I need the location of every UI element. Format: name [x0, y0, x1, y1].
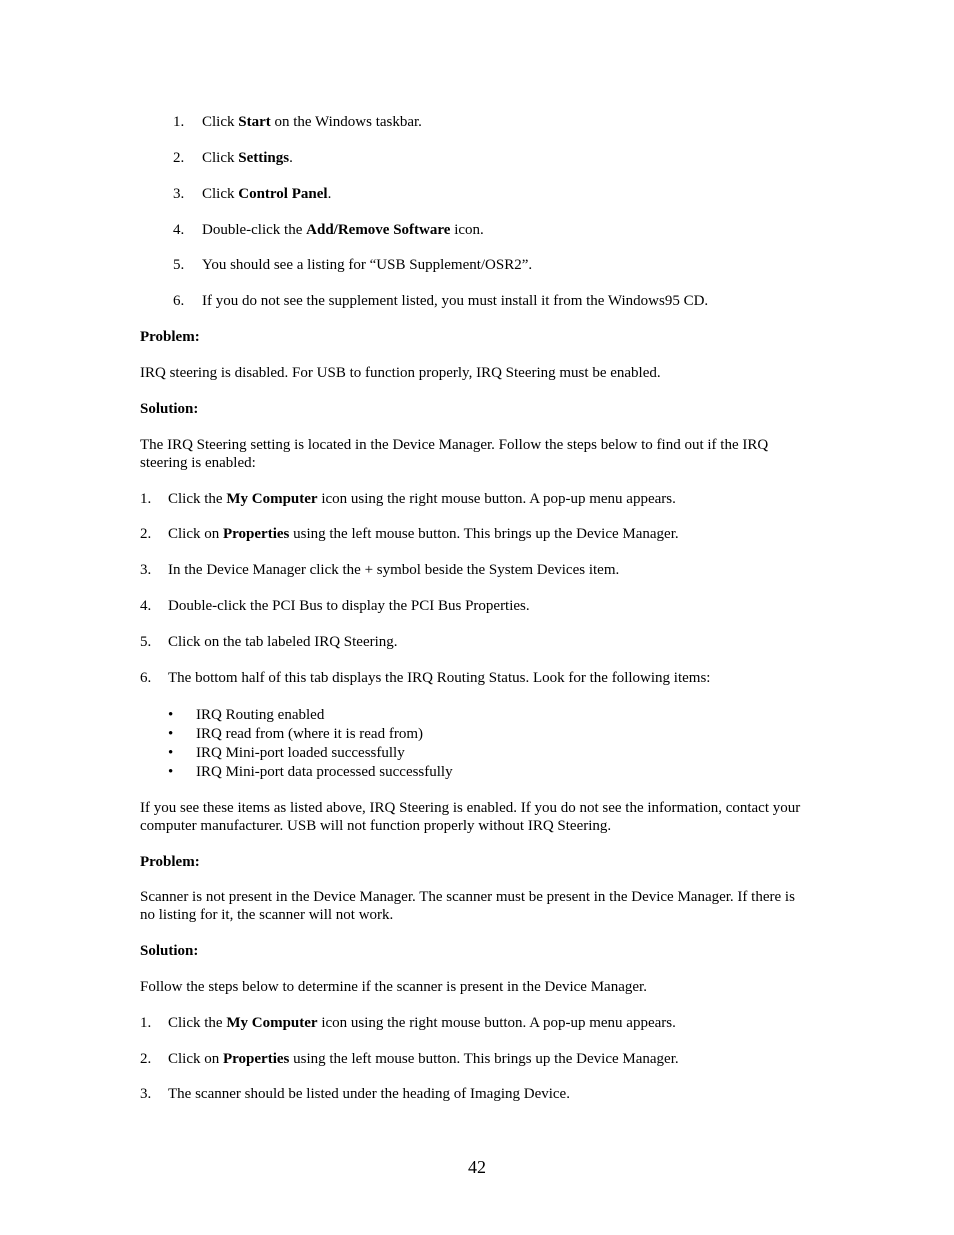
page-number: 42: [468, 1157, 486, 1177]
bullet-icon: •: [168, 707, 174, 723]
bullet-icon: •: [168, 764, 174, 780]
step-number: 4.: [140, 598, 152, 614]
bullet-text: IRQ read from (where it is read from): [196, 726, 423, 742]
solution-heading: Solution:: [140, 943, 199, 959]
bullet-text: IRQ Mini-port loaded successfully: [196, 745, 405, 761]
step-text: Click on Properties using the left mouse button. This brings up the Device Manager.: [168, 526, 679, 542]
step-text: Click the My Computer icon using the right mouse button. A pop-up menu appears.: [168, 1015, 676, 1031]
problem-text: IRQ steering is disabled. For USB to function properly, IRQ Steering must be enabled.: [140, 365, 661, 381]
bullet-icon: •: [168, 726, 174, 742]
step-number: 3.: [173, 186, 185, 202]
step-text: Click Settings.: [202, 150, 293, 166]
problem-text: Scanner is not present in the Device Manager. The scanner must be present in the Device Manager. If there is no listing for it, the scanner will not work.: [140, 889, 795, 923]
step-text: Click Start on the Windows taskbar.: [202, 114, 422, 130]
bullet-icon: •: [168, 745, 174, 761]
step-text: Click on the tab labeled IRQ Steering.: [168, 634, 398, 650]
step-text: Click the My Computer icon using the right mouse button. A pop-up menu appears.: [168, 491, 676, 507]
step-number: 3.: [140, 1086, 152, 1102]
step-number: 3.: [140, 562, 152, 578]
bullet-text: IRQ Mini-port data processed successfully: [196, 764, 453, 780]
solution-heading: Solution:: [140, 401, 199, 417]
step-number: 1.: [140, 491, 152, 507]
after-bullets-text: If you see these items as listed above, IRQ Steering is enabled. If you do not see the information, contact your computer manufacturer. USB will not function properly without IRQ Steering.: [140, 800, 801, 834]
step-text: Click Control Panel.: [202, 186, 332, 202]
bullet-text: IRQ Routing enabled: [196, 707, 325, 723]
problem-heading: Problem:: [140, 854, 200, 870]
step-text: In the Device Manager click the + symbol beside the System Devices item.: [168, 562, 620, 578]
step-number: 1.: [173, 114, 185, 130]
solution-intro: The IRQ Steering setting is located in the Device Manager. Follow the steps below to find out if the IRQ steering is enabled:: [140, 437, 769, 471]
step-text: The scanner should be listed under the heading of Imaging Device.: [168, 1086, 570, 1102]
solution-intro: Follow the steps below to determine if the scanner is present in the Device Manager.: [140, 979, 647, 995]
step-number: 6.: [140, 670, 152, 686]
step-number: 6.: [173, 293, 185, 309]
step-number: 2.: [140, 526, 152, 542]
step-number: 4.: [173, 222, 185, 238]
step-number: 5.: [140, 634, 152, 650]
step-text: You should see a listing for “USB Supplement/OSR2”.: [202, 257, 533, 273]
step-text: The bottom half of this tab displays the IRQ Routing Status. Look for the following items:: [168, 670, 711, 686]
step-number: 1.: [140, 1015, 152, 1031]
problem-heading: Problem:: [140, 329, 200, 345]
step-number: 2.: [140, 1051, 152, 1067]
step-text: If you do not see the supplement listed, you must install it from the Windows95 CD.: [202, 293, 709, 309]
step-number: 2.: [173, 150, 185, 166]
step-number: 5.: [173, 257, 185, 273]
step-text: Double-click the PCI Bus to display the PCI Bus Properties.: [168, 598, 530, 614]
step-text: Click on Properties using the left mouse button. This brings up the Device Manager.: [168, 1051, 679, 1067]
step-text: Double-click the Add/Remove Software icon.: [202, 222, 484, 238]
